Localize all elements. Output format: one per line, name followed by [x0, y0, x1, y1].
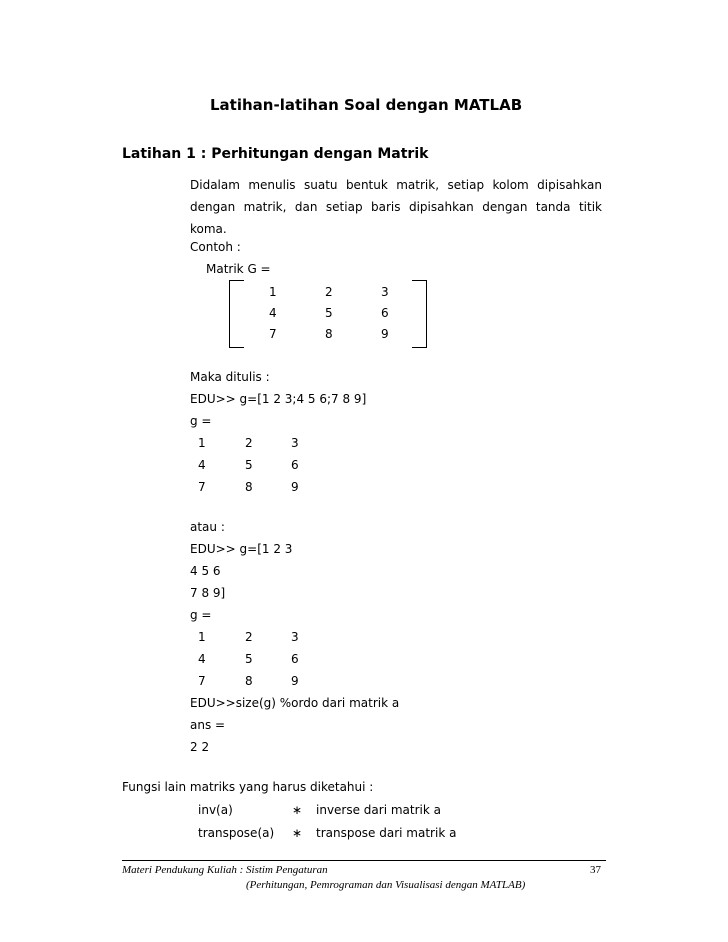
function-desc: transpose dari matrik a — [316, 826, 457, 840]
output-cell: 4 — [198, 652, 206, 666]
output-cell: 7 — [198, 480, 206, 494]
contoh-label: Contoh : — [190, 240, 241, 254]
command-line: EDU>>size(g) %ordo dari matrik a — [190, 696, 400, 710]
intro-paragraph: Didalam menulis suatu bentuk matrik, setiap kolom dipisahkan dengan matrik, dan setiap baris dipisahkan dengan tanda titik koma. — [190, 178, 602, 236]
output-cell: 3 — [291, 436, 299, 450]
matrix-cell: 7 — [269, 327, 277, 341]
matrix-cell: 4 — [269, 306, 277, 320]
output-cell: 8 — [245, 480, 253, 494]
output-cell: 5 — [245, 458, 253, 472]
output-cell: 6 — [291, 652, 299, 666]
output-cell: 3 — [291, 630, 299, 644]
output-cell: 1 — [198, 630, 206, 644]
matrix-left-bracket — [229, 280, 244, 348]
g-label: g = — [190, 414, 212, 428]
output-cell: 2 — [245, 630, 253, 644]
output-cell: 7 — [198, 674, 206, 688]
matrix-cell: 1 — [269, 285, 277, 299]
maka-label: Maka ditulis : — [190, 370, 270, 384]
bullet-icon: ∗ — [292, 803, 303, 817]
matrix-cell: 9 — [381, 327, 389, 341]
output-cell: 1 — [198, 436, 206, 450]
command-line: EDU>> g=[1 2 3 — [190, 542, 293, 556]
function-name: transpose(a) — [198, 826, 275, 840]
g-label: g = — [190, 608, 212, 622]
bullet-icon: ∗ — [292, 826, 303, 840]
matrix-label: Matrik G = — [206, 262, 271, 276]
functions-heading: Fungsi lain matriks yang harus diketahui : — [122, 780, 374, 794]
function-name: inv(a) — [198, 803, 233, 817]
function-desc: inverse dari matrik a — [316, 803, 441, 817]
matrix-right-bracket — [412, 280, 427, 348]
matrix-cell: 6 — [381, 306, 389, 320]
matrix-cell: 5 — [325, 306, 333, 320]
footer-line2: (Perhitungan, Pemrograman dan Visualisasi dengan MATLAB) — [246, 879, 526, 891]
footer-divider — [122, 860, 606, 861]
atau-label: atau : — [190, 520, 225, 534]
ans-label: ans = — [190, 718, 226, 732]
output-cell: 6 — [291, 458, 299, 472]
ans-value: 2 2 — [190, 740, 210, 754]
matrix-cell: 3 — [381, 285, 389, 299]
command-line: 7 8 9] — [190, 586, 226, 600]
output-cell: 5 — [245, 652, 253, 666]
output-cell: 4 — [198, 458, 206, 472]
command-line: EDU>> g=[1 2 3;4 5 6;7 8 9] — [190, 392, 367, 406]
output-cell: 2 — [245, 436, 253, 450]
command-line: 4 5 6 — [190, 564, 221, 578]
section-heading: Latihan 1 : Perhitungan dengan Matrik — [122, 146, 429, 162]
footer-line1: Materi Pendukung Kuliah : Sistim Pengaturan — [122, 864, 328, 876]
output-cell: 9 — [291, 480, 299, 494]
output-cell: 8 — [245, 674, 253, 688]
page-title: Latihan-latihan Soal dengan MATLAB — [210, 96, 523, 114]
matrix-cell: 2 — [325, 285, 333, 299]
page-number: 37 — [590, 864, 601, 876]
matrix-cell: 8 — [325, 327, 333, 341]
output-cell: 9 — [291, 674, 299, 688]
